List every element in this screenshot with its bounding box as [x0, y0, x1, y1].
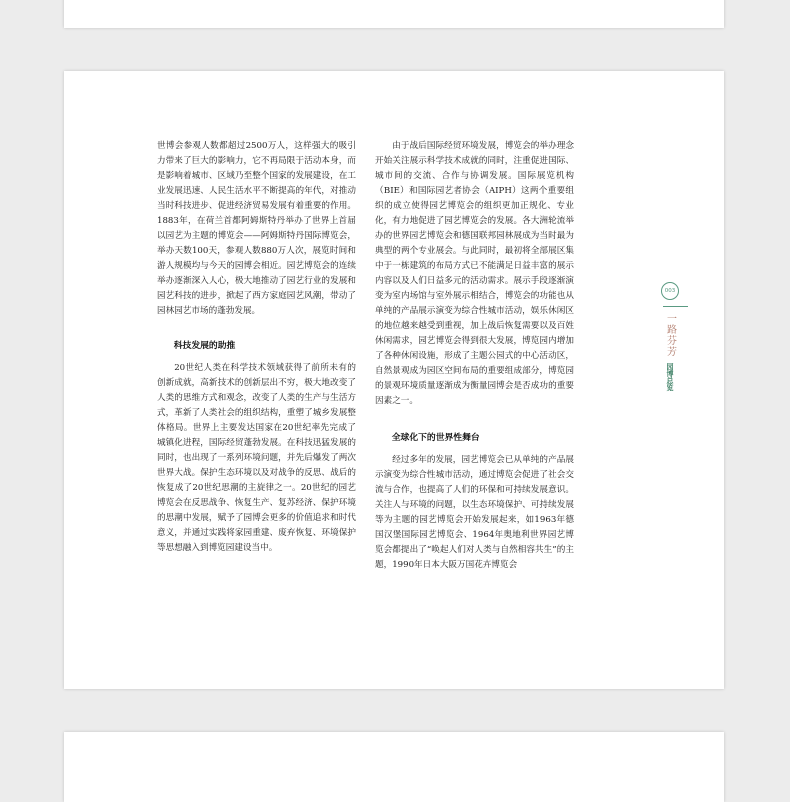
paragraph: 20世纪人类在科学技术领域获得了前所未有的创新成就，高新技术的创新层出不穷，极大地改变了人类的思维方式和观念，改变了人类的生产与生活方式，革新了人类社会的组织结构，重塑了城乡发展整体格局。世界上主要发达国家在20世纪率先完成了城镇化进程，国际经贸蓬勃发展。在科技迅猛发展的同时，也出现了一系列环境问题，并先后爆发了两次世界大战。保护生态环境以及对战争的反思、战后的恢复成了20世纪思潮的主旋律之一。20世纪的园艺博览会在反思战争、恢复生产、复苏经济、保护环境的思潮中发展，赋予了园博会更多的价值追求和时代意义，并通过实践将家园重建、废弃恢复、环境保护等思想融入到博览园建设当中。	[157, 363, 356, 553]
paragraph: 世博会参观人数都超过2500万人，这样强大的吸引力带来了巨大的影响力，它不再局限于活动本身，而是影响着城市、区域乃至整个国家的发展建设，在工业发展迅速、人民生活水平不断提高的年代，对推动当时科技进步、促进经济贸易发展有着重要的作用。1883年，在荷兰首都阿姆斯特丹举办了世界上首届以园艺为主题的博览会——阿姆斯特丹国际博览会，举办天数100天，参观人数880万人次，展览时间和游人规模均与今天的园博会相近。园艺博览会的连续举办逐渐深入人心，极大地推动了园艺行业的发展和园艺科技的进步，掀起了西方家庭园艺风潮，带动了园林园艺市场的蓬勃发展。	[157, 141, 356, 316]
document-page	[64, 71, 724, 689]
chapter-title: 一路芬芳	[664, 313, 676, 357]
section-heading: 科技发展的助推	[173, 341, 236, 351]
left-text-column	[157, 139, 356, 556]
paragraph: 由于战后国际经贸环境发展，博览会的举办理念开始关注展示科学技术成就的同时，注重促进国际、城市间的交流、合作与协调发展。国际展览机构（BIE）和国际园艺者协会（AIPH）这两个重要组织的成立使得园艺博览会的组织更加正规化、专业化，有力地促进了园艺博览会的发展。各大洲轮流举办的世界园艺博览会和德国联邦园林展成为当时最为典型的两个专业展会。与此同时，最初将全部展区集中于一栋建筑的布局方式已不能满足日益丰富的展示内容以及人们日益多元的活动需求。展示手段逐渐演变为室内场馆与室外展示相结合，博览会的功能也从单纯的产品展示演变为综合性城市活动，娱乐休闲区的地位越来越受到重视，加上战后恢复需要以及百姓休闲需求，园艺博览会得到很大发展，博览园内增加了各种休闲设施，形成了主题公园式的中心活动区，自然景观成为园区空间布局的重要组成部分，博览园的景观环境质量逐渐成为衡量园博会是否成功的重要因素之一。	[375, 141, 574, 406]
divider	[663, 306, 688, 307]
page-number-badge: 003	[661, 282, 679, 300]
right-text-column	[375, 139, 574, 573]
next-page	[64, 732, 724, 802]
chapter-side-tab	[660, 282, 680, 391]
section-title: 园博总览	[666, 363, 674, 391]
previous-page	[64, 0, 724, 28]
section-heading: 全球化下的世界性舞台	[391, 433, 480, 443]
paragraph: 经过多年的发展，园艺博览会已从单纯的产品展示演变为综合性城市活动，通过博览会促进了社会交流与合作，也提高了人们的环保和可持续发展意识。关注人与环境的问题，以生态环境保护、可持续发展等为主题的园艺博览会开始发展起来，如1963年德国汉堡国际园艺博览会、1964年奥地利世界园艺博览会都提出了“唤起人们对人类与自然相容共生”的主题，1990年日本大阪万国花卉博览会	[375, 455, 574, 570]
